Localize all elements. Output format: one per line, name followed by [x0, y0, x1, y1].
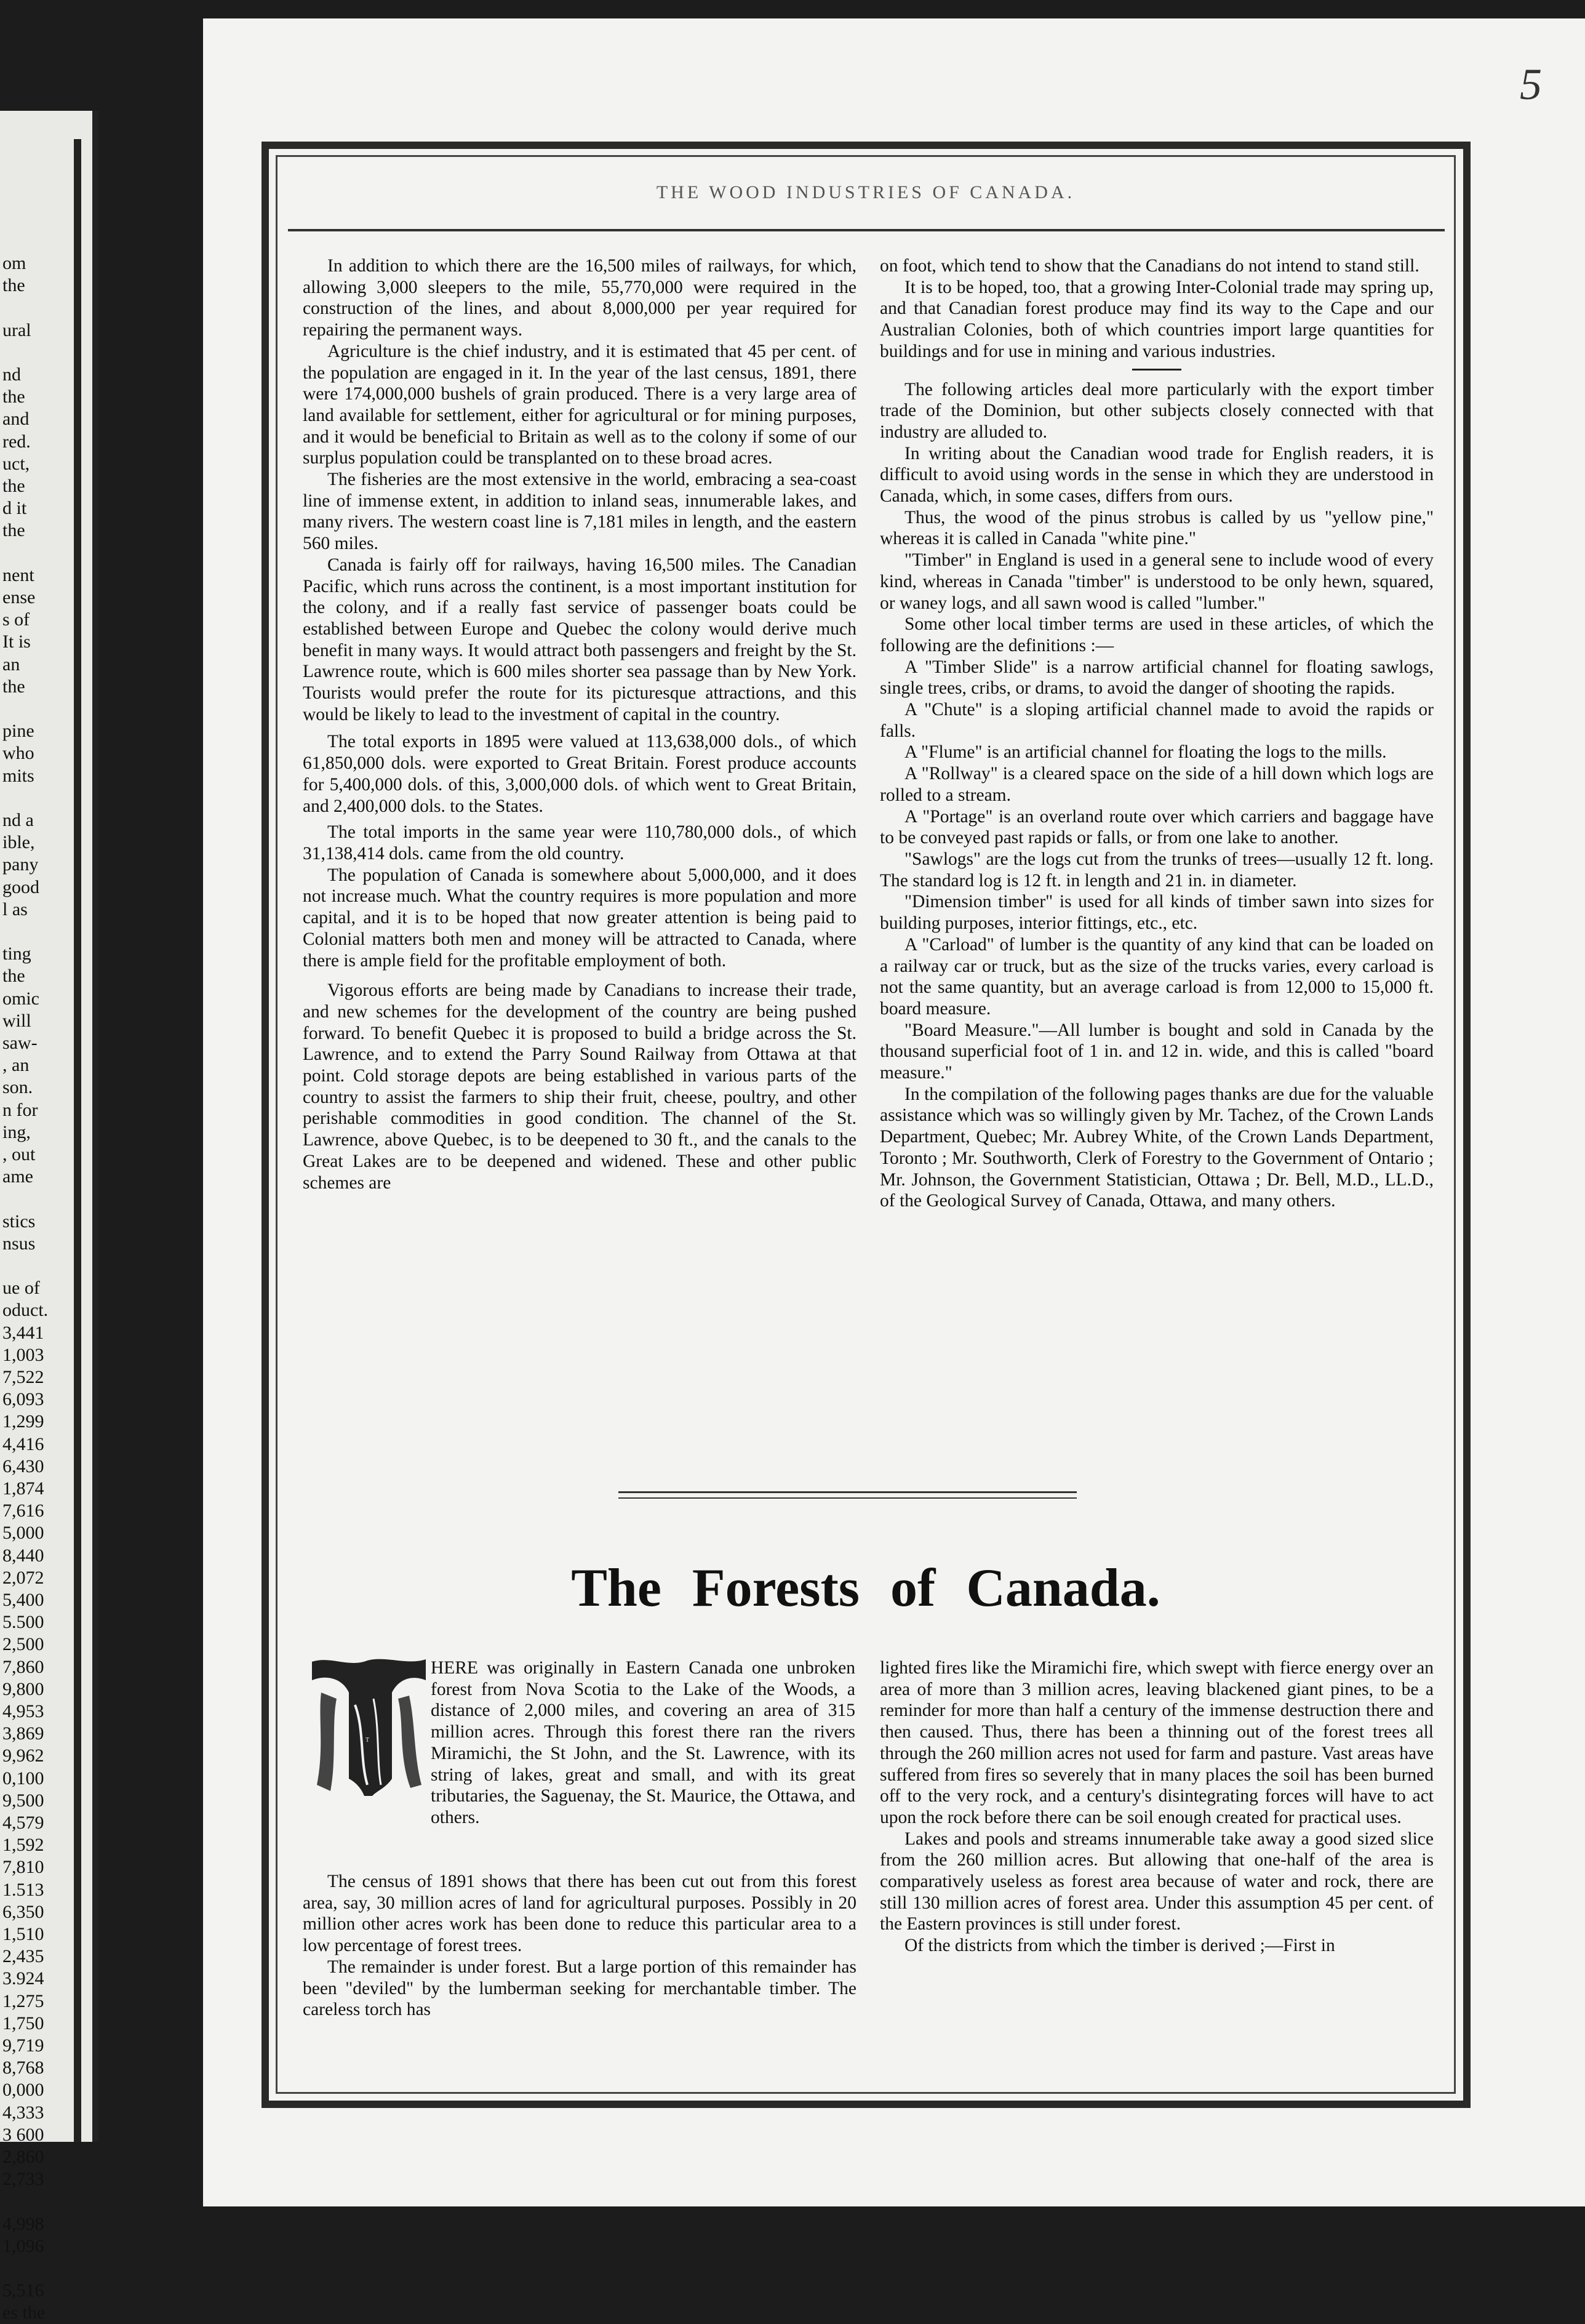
- paragraph: The following articles deal more particularly with the export timber trade of the Dominion, but other subjects closely connected with that industry are alluded to.: [880, 379, 1434, 442]
- facing-page-text: nsus: [2, 1233, 36, 1254]
- paragraph: lighted fires like the Miramichi fire, which swept with fierce energy over an area of more than 3 million acres, leaving blackened giant pines, to be a reminder for more than half a century of the immense destruction there and then caused. Thus, there has been a thinning out of the forest trees all through the 260 million acres not used for farm and pasture. Vast areas have suffered from fires so severely that in many places the soil has been burned off to the very rock, and a century's disintegrating forces will have to act upon the rock before there can be soil enough created for practical uses.: [880, 1658, 1434, 1827]
- svg-text:T: T: [365, 1737, 370, 1744]
- facing-page-text: nd a: [2, 810, 34, 830]
- facing-page-text: 8,768: [2, 2058, 44, 2078]
- facing-page-text: 9,719: [2, 2035, 44, 2056]
- facing-page-text: good: [2, 876, 39, 897]
- paragraph: Of the districts from which the timber is derived ;—First in: [904, 1936, 1335, 1956]
- section-rule: [618, 1497, 1077, 1499]
- facing-page-text: an: [2, 654, 20, 675]
- facing-page-text: d it: [2, 498, 27, 519]
- facing-page-text: 7,522: [2, 1367, 44, 1387]
- facing-page-text: 8,440: [2, 1545, 44, 1566]
- facing-page-text: ame: [2, 1166, 33, 1187]
- facing-page-text: 9,962: [2, 1745, 44, 1766]
- facing-page-text: 1,510: [2, 1924, 44, 1944]
- definition: A "Chute" is a sloping artificial channel made to avoid the rapids or falls.: [880, 700, 1434, 741]
- facing-page-text: the: [2, 676, 25, 697]
- facing-page-text: son.: [2, 1077, 33, 1098]
- facing-page-text: 3,869: [2, 1723, 44, 1744]
- facing-page-text: ense: [2, 587, 36, 607]
- left-column: [303, 255, 856, 1193]
- facing-page-text: 4,333: [2, 2102, 44, 2123]
- facing-page-text: nd: [2, 364, 21, 385]
- facing-page-text: 4,953: [2, 1701, 44, 1721]
- facing-page-text: 3 600: [2, 2124, 44, 2145]
- facing-page-text: 7,860: [2, 1656, 44, 1677]
- definition: A "Timber Slide" is a narrow artificial channel for floating sawlogs, single trees, cribs, or drams, to avoid the danger of shooting the rapids.: [880, 657, 1434, 699]
- facing-page-text: oduct.: [2, 1300, 49, 1321]
- facing-page-text: 5.500: [2, 1612, 44, 1633]
- facing-page-text: who: [2, 743, 34, 764]
- forests-left-intro: [431, 1657, 855, 1829]
- forests-left-column: [303, 1871, 856, 2021]
- facing-page-text: 2,435: [2, 1946, 44, 1967]
- facing-page-text: uct,: [2, 453, 30, 474]
- definition: "Dimension timber" is used for all kinds of timber sawn into sizes for building purposes, interior fittings, etc., etc.: [880, 892, 1434, 934]
- facing-page-frame: [74, 139, 81, 2142]
- facing-page-text: 0,100: [2, 1768, 44, 1789]
- facing-page-text: 1,275: [2, 1990, 44, 2011]
- facing-page-text: red.: [2, 431, 31, 452]
- paragraph: The total exports in 1895 were valued at 113,638,000 dols., of which 61,850,000 dols. were exported to Great Britain. Forest produce accounts for 5,400,000 dols. of this, 3,000,000 dols. of which went to Great Britain, and 2,400,000 dols. to the States.: [303, 732, 856, 816]
- paragraph: HERE was originally in Eastern Canada one unbroken forest from Nova Scotia to the Lake of the Woods, a distance of 2,000 miles, and covering an area of 315 million acres. Through this forest there ran the rivers Miramichi, the St John, and the St. Lawrence, with its string of lakes, great and small, and with its great tributaries, the Saguenay, the St. Maurice, the Ottawa, and others.: [431, 1658, 855, 1827]
- definition: A "Portage" is an overland route over which carriers and baggage have to be conveyed past rapids or falls, or from one lake to another.: [880, 806, 1434, 848]
- facing-page-text: the: [2, 520, 25, 541]
- facing-page-text: 7,810: [2, 1857, 44, 1878]
- paragraph: In the compilation of the following pages thanks are due for the valuable assistance which was so willingly given by Mr. Tachez, of the Crown Lands Department, Quebec; Mr. Aubrey White, of the Crown Lands Department, Toronto ; Mr. Southworth, Clerk of Forestry to the Government of Ontario ; Mr. Johnson, the Government Statistician, Ottawa ; Dr. Bell, M.D., LL.D., of the Geological Survey of Canada, Ottawa, and many others.: [880, 1084, 1434, 1211]
- facing-page-text: 7,616: [2, 1501, 44, 1521]
- facing-page-text: 1,096: [2, 2235, 44, 2256]
- paragraph: The census of 1891 shows that there has been cut out from this forest area, say, 30 million acres of land for agricultural purposes. Possibly in 20 million other acres work has been done to reduce this particular area to a low percentage of forest trees.: [303, 1872, 856, 1956]
- facing-page-text: 5,516: [2, 2280, 44, 2301]
- facing-page-text: ue of: [2, 1278, 40, 1299]
- facing-page-text: ible,: [2, 832, 35, 853]
- illustrated-dropcap-icon: [306, 1656, 429, 1798]
- facing-page-strip: [0, 111, 98, 2323]
- page-number: 5: [1520, 60, 1542, 109]
- facing-page-text: 1,592: [2, 1835, 44, 1856]
- paragraph: The fisheries are the most extensive in the world, embracing a sea-coast line of immense extent, in addition to inland seas, innumerable lakes, and many rivers. The western coast line is 7,181 miles in length, and the eastern 560 miles.: [303, 470, 856, 554]
- facing-page-text: om: [2, 253, 26, 273]
- facing-page-text: 6,430: [2, 1456, 44, 1477]
- definition: A "Carload" of lumber is the quantity of any kind that can be loaded on a railway car or truck, but as the size of the trucks varies, every carload is not the same quantity, but an average carload is from 12,000 to 15,000 ft. board measure.: [880, 934, 1434, 1019]
- facing-page-text: saw-: [2, 1033, 38, 1053]
- facing-page-text: It is: [2, 631, 31, 652]
- facing-page-text: will: [2, 1010, 31, 1031]
- facing-page-text: n for: [2, 1099, 38, 1120]
- running-head: THE WOOD INDUSTRIES OF CANADA.: [656, 182, 1076, 202]
- facing-page-text: 6,093: [2, 1389, 44, 1410]
- facing-page-text: 4,998: [2, 2213, 44, 2234]
- facing-page-text: 4,579: [2, 1813, 44, 1833]
- facing-page-text: , an: [2, 1055, 30, 1076]
- facing-page-text: 1,003: [2, 1344, 44, 1365]
- facing-page-text: l as: [2, 899, 28, 920]
- facing-page-text: nent: [2, 564, 34, 585]
- facing-page-text: ting: [2, 944, 31, 964]
- paragraph: Thus, the wood of the pinus strobus is called by us "yellow pine," whereas it is called in Canada "white pine.": [880, 507, 1434, 549]
- facing-page-text: pany: [2, 854, 39, 875]
- paragraph: Canada is fairly off for railways, having 16,500 miles. The Canadian Pacific, which runs across the continent, is a most important institution for the colony, and if a really fast service of passenger boats could be established between Europe and Quebec the colony would derive much benefit in many ways. It would attract both passengers and freight by the St. Lawrence route, which is 600 miles shorter sea passage than by New York. Tourists would prefer the route for its picturesque attractions, and this would be likely to lead to the investment of capital in the country.: [303, 555, 856, 724]
- facing-page-text: 9,800: [2, 1678, 44, 1699]
- definition: "Board Measure."—All lumber is bought and sold in Canada by the thousand superficial foot of 1 in. and 12 in. wide, and this is called "board measure.": [880, 1020, 1434, 1083]
- facing-page-text: 2,733: [2, 2169, 44, 2190]
- right-column: [880, 255, 1434, 1212]
- facing-page-text: es the: [2, 2302, 46, 2323]
- paragraph: In writing about the Canadian wood trade for English readers, it is difficult to avoid using words in the sense in which they are understood in Canada, which, in some cases, differs from ours.: [880, 443, 1434, 507]
- facing-page-text: , out: [2, 1144, 36, 1164]
- facing-page-text: 1,750: [2, 2013, 44, 2034]
- facing-page-text: the: [2, 966, 25, 987]
- facing-page-text: pine: [2, 721, 34, 742]
- facing-page-text: omic: [2, 988, 39, 1009]
- facing-page-text: stics: [2, 1211, 36, 1232]
- facing-page-text: 3.924: [2, 1968, 44, 1989]
- facing-page-text: 4,416: [2, 1433, 44, 1454]
- facing-page-text: the: [2, 387, 25, 407]
- paragraph: The total imports in the same year were 110,780,000 dols., of which 31,138,414 dols. came from the old country.: [303, 822, 856, 863]
- head-rule: [288, 229, 1445, 231]
- facing-page-text: 0,000: [2, 2080, 44, 2101]
- facing-page-text: ural: [2, 319, 31, 340]
- facing-page-text: mits: [2, 765, 34, 786]
- facing-page-text: 6,350: [2, 1901, 44, 1922]
- facing-page-text: 9,500: [2, 1790, 44, 1811]
- facing-page-text: the: [2, 476, 25, 496]
- facing-page-text: 5,400: [2, 1590, 44, 1610]
- facing-page-text: s of: [2, 609, 30, 630]
- paragraph: Some other local timber terms are used in these articles, of which the following are the definitions :—: [880, 614, 1434, 655]
- facing-page-text: 1.513: [2, 1879, 44, 1900]
- facing-page-text: ing,: [2, 1121, 31, 1142]
- paragraph: The remainder is under forest. But a large portion of this remainder has been "deviled" by the lumberman seeking for merchantable timber. The careless torch has: [303, 1957, 856, 2020]
- paragraph: In addition to which there are the 16,500 miles of railways, for which, allowing 3,000 sleepers to the mile, 55,770,000 were required in the construction of the lines, and about 8,000,000 per year required for repairing the permanent ways.: [303, 256, 856, 340]
- facing-page-text: 2,860: [2, 2147, 44, 2167]
- paragraph: Vigorous efforts are being made by Canadians to increase their trade, and new schemes for the development of the country are being pushed forward. To benefit Quebec it is proposed to build a bridge across the St. Lawrence, and to extend the Parry Sound Railway from Ottawa at that point. Cold storage depots are being established in various parts of the country to assist the farmers to ship their fruit, cheese, poultry, and other perishable commodities in good condition. The channel of the St. Lawrence, above Quebec, is to be deepened to 30 ft., and the canals to the Great Lakes are to be deepened and widened. These and other public schemes are: [303, 980, 856, 1193]
- section-divider: [1132, 369, 1181, 371]
- definition: A "Flume" is an artificial channel for floating the logs to the mills.: [904, 742, 1387, 763]
- definition: "Sawlogs" are the logs cut from the trunks of trees—usually 12 ft. long. The standard log is 12 ft. in length and 21 in. in diameter.: [880, 849, 1434, 891]
- forests-right-column: [880, 1657, 1434, 1957]
- section-rule: [618, 1491, 1077, 1493]
- definition: A "Rollway" is a cleared space on the side of a hill down which logs are rolled to a stream.: [880, 764, 1434, 805]
- paragraph: Lakes and pools and streams innumerable take away a good sized slice from the 260 million acres. But allowing that one-half of the area is comparatively useless as forest area because of water and rock, there are still 130 million acres of forest area. Under this assumption 45 per cent. of the Eastern provinces is still under forest.: [880, 1829, 1434, 1934]
- facing-page-text: 2,072: [2, 1567, 44, 1588]
- paragraph: Agriculture is the chief industry, and it is estimated that 45 per cent. of the population are engaged in it. In the year of the last census, 1891, there were 174,000,000 bushels of grain produced. There is a very large area of land available for settlement, either for agricultural or for mining purposes, and it would be beneficial to Britain as well as to the colony if some of our surplus population could be transplanted on to these broad acres.: [303, 341, 856, 468]
- facing-page-text: and: [2, 409, 30, 430]
- section-title: The Forests of Canada.: [571, 1558, 1160, 1618]
- paragraph: on foot, which tend to show that the Canadians do not intend to stand still.: [880, 256, 1419, 276]
- facing-page-text: 2,500: [2, 1634, 44, 1655]
- paragraph: The population of Canada is somewhere about 5,000,000, and it does not increase much. What the country requires is more population and more capital, and it is to be hoped that now greater attention is being paid to Colonial matters both men and money will be attracted to Canada, where there is ample field for the profitable employment of both.: [303, 865, 856, 971]
- facing-page-text: 3,441: [2, 1322, 44, 1343]
- facing-page-text: 1,874: [2, 1478, 44, 1499]
- paragraph: It is to be hoped, too, that a growing Inter-Colonial trade may spring up, and that Canadian forest produce may find its way to the Cape and our Australian Colonies, both of which countries import large quantities for buildings and for use in mining and various industries.: [880, 277, 1434, 361]
- facing-page-text: the: [2, 275, 25, 296]
- paragraph: "Timber" in England is used in a general sene to include wood of every kind, whereas in Canada "timber" is understood to be only hewn, squared, or waney logs, and all sawn wood is called "lumber.": [880, 550, 1434, 613]
- facing-page-text: 5,000: [2, 1523, 44, 1544]
- facing-page-text: 1,299: [2, 1411, 44, 1432]
